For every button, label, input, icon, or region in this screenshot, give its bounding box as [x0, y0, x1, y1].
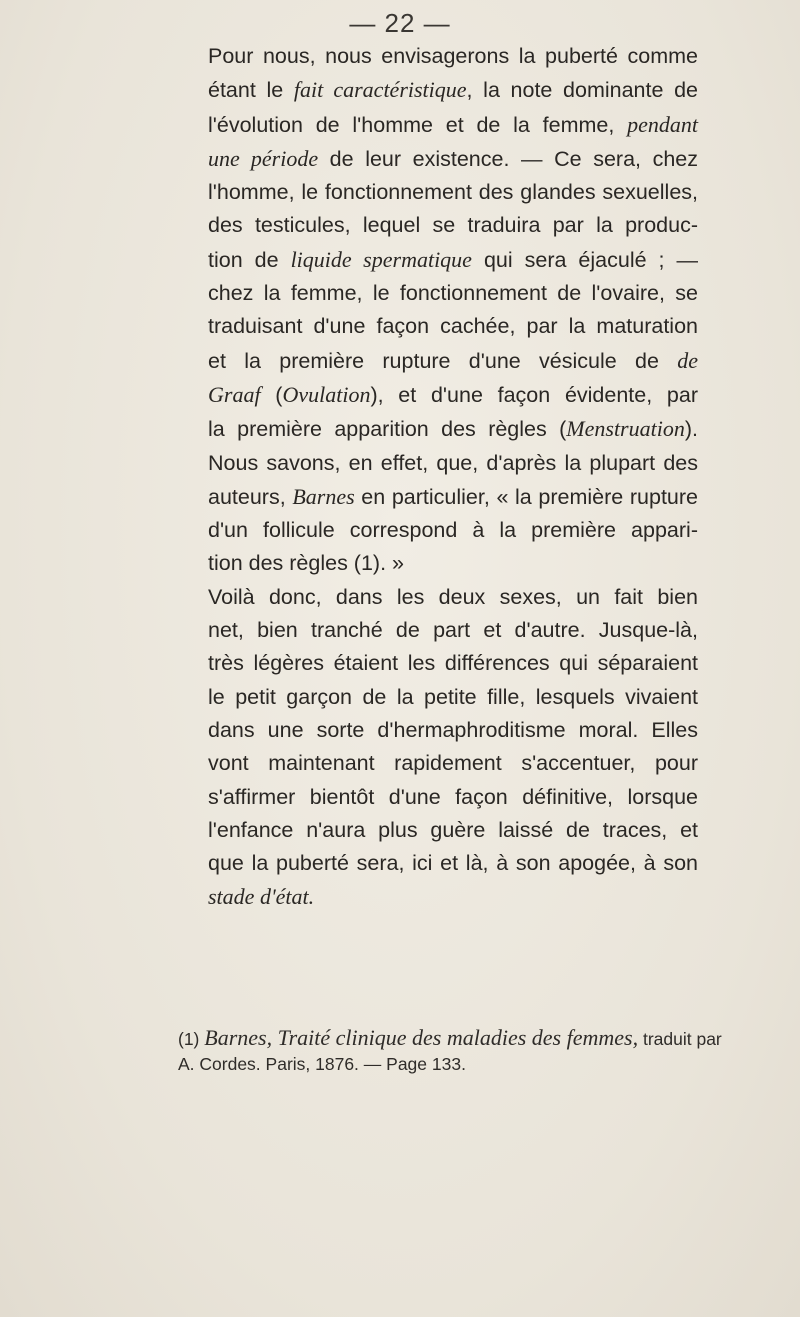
text-run: (1): [178, 1029, 205, 1049]
text-run: l'homme, le fonctionnement des glandes sexuelles,: [208, 180, 698, 205]
italic-text-run: pendant: [627, 111, 698, 137]
text-run: auteurs,: [208, 484, 293, 509]
text-line: [178, 378, 698, 412]
footnote: [178, 1025, 722, 1077]
text-run: tion des règles (1). »: [208, 551, 404, 576]
text-run: l'évolution de l'homme et de la femme,: [208, 112, 628, 137]
italic-text-run: Barnes, Traité clinique des maladies des femmes,: [204, 1025, 639, 1050]
text-run: vont maintenant rapidement s'accentuer, pour: [208, 751, 698, 776]
text-line: [178, 73, 698, 107]
text-line: [178, 412, 698, 446]
text-line: [178, 747, 698, 780]
text-run: traduisant d'une façon cachée, par la maturation: [208, 314, 698, 339]
text-run: la première apparition des règles (: [208, 417, 567, 442]
text-run: chez la femme, le fonctionnement de l'ovaire, se: [208, 281, 698, 306]
text-run: s'affirmer bientôt d'une façon définitive, lorsque: [208, 784, 698, 809]
italic-text-run: Barnes: [292, 483, 355, 509]
italic-text-run: fait caractéristique: [293, 77, 467, 103]
italic-text-run: une période: [208, 145, 319, 171]
text-line: [178, 581, 698, 614]
text-run: Nous savons, en effet, que, d'après la plupart des: [208, 450, 698, 475]
text-line: [178, 880, 698, 914]
text-run: et la première rupture d'une vésicule de: [208, 348, 678, 373]
italic-text-run: Graaf: [208, 381, 261, 407]
text-line: [178, 142, 698, 176]
text-run: que la puberté sera, ici et là, à son apogée, à son: [208, 851, 698, 876]
text-line: [178, 277, 698, 310]
text-line: [178, 514, 698, 547]
italic-text-run: Menstruation: [566, 416, 685, 442]
text-line: [178, 108, 698, 142]
body-text: [178, 40, 698, 915]
text-line: [178, 647, 698, 680]
text-line: [178, 614, 698, 647]
text-line: [178, 814, 698, 847]
text-run: de leur existence. — Ce sera, chez: [318, 146, 699, 171]
text-run: d'un follicule correspond à la première appari-: [208, 518, 698, 543]
text-line: [178, 714, 698, 747]
text-run: Pour nous, nous envisagerons la puberté comme: [208, 44, 698, 68]
text-line: [178, 344, 698, 378]
text-run: ).: [684, 417, 698, 442]
text-run: Voilà donc, dans les deux sexes, un fait bien: [208, 584, 698, 609]
text-line: [178, 1052, 698, 1077]
text-run: l'enfance n'aura plus guère laissé de traces, et: [208, 817, 698, 842]
text-line: [178, 243, 698, 277]
text-run: tion de: [208, 247, 291, 272]
text-line: [178, 209, 698, 242]
text-line: [178, 447, 698, 480]
text-run: en particulier, « la première rupture: [354, 484, 698, 509]
text-run: très légères étaient les différences qui séparaient: [208, 651, 698, 676]
text-line: [178, 547, 698, 580]
text-run: net, bien tranché de part et d'autre. Jusque-là,: [208, 618, 698, 643]
italic-text-run: liquide spermatique: [290, 246, 472, 272]
text-run: étant le: [208, 78, 294, 103]
text-line: [178, 40, 698, 73]
italic-text-run: stade d'état.: [208, 884, 315, 910]
text-line: [178, 847, 698, 880]
text-line: [178, 1025, 722, 1052]
text-run: le petit garçon de la petite fille, lesquels vivaient: [208, 684, 698, 709]
text-line: [178, 480, 698, 514]
paragraph-1: [178, 40, 698, 581]
italic-text-run: Ovulation: [282, 381, 371, 407]
text-run: des testicules, lequel se traduira par la produc-: [208, 213, 698, 238]
text-run: , la note dominante de: [466, 78, 698, 103]
page-number: — 22 —: [349, 8, 451, 38]
text-line: [178, 310, 698, 343]
italic-text-run: de: [677, 347, 698, 373]
text-line: [178, 681, 698, 714]
text-run: A. Cordes. Paris, 1876. — Page 133.: [178, 1054, 466, 1074]
text-run: qui sera éjaculé ; —: [471, 247, 698, 272]
text-run: ), et d'une façon évidente, par: [370, 382, 698, 407]
text-run: traduit par: [638, 1029, 722, 1049]
text-line: [178, 176, 698, 209]
text-run: dans une sorte d'hermaphroditisme moral. Elles: [208, 717, 698, 742]
text-line: [178, 781, 698, 814]
text-run: (: [260, 382, 283, 407]
paragraph-2: [178, 581, 698, 915]
